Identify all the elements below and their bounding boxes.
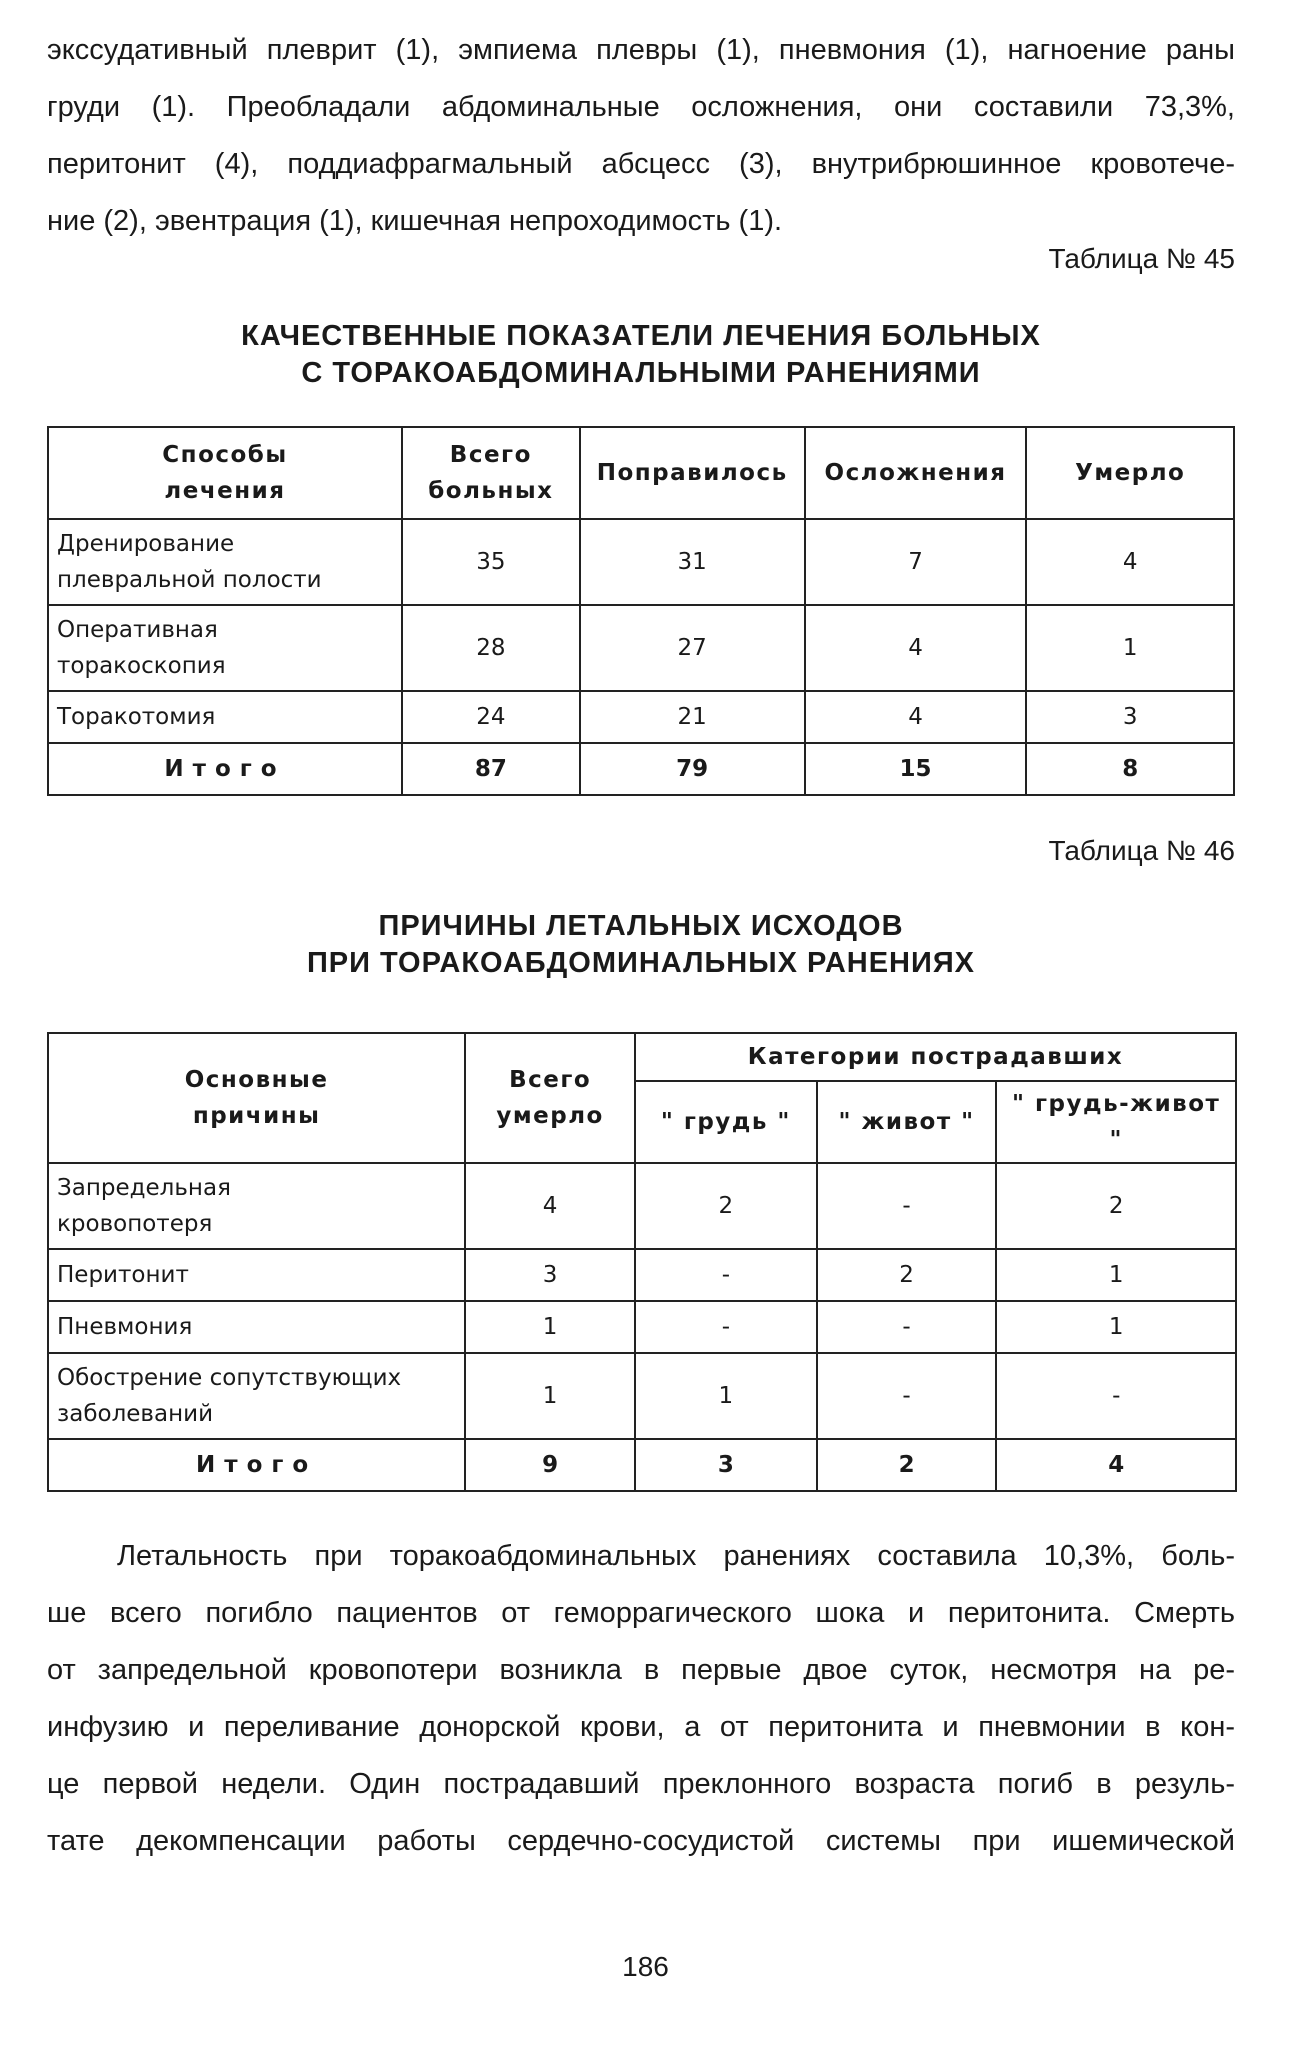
table-45-label: Таблица № 45 <box>1048 243 1235 274</box>
cell-total: 24 <box>402 691 580 743</box>
text-line: от запредельной кровопотери возникла в первые двое суток, несмотря на ре- <box>47 1654 1235 1686</box>
cell-chest-abdomen: 4 <box>996 1439 1236 1491</box>
cell-chest: 2 <box>635 1163 817 1249</box>
header-categories: Категории пострадавших <box>635 1033 1236 1081</box>
death-causes-table <box>47 1032 1237 1492</box>
cell-recovered: 31 <box>580 519 805 605</box>
text-line: экссудативный плеврит (1), эмпиема плевры (1), пневмония (1), нагноение раны <box>47 34 1235 66</box>
cell-abdomen: - <box>817 1301 997 1353</box>
text-line: груди (1). Преобладали абдоминальные осложнения, они составили 73,3%, <box>47 91 1235 123</box>
header-abdomen: " живот " <box>817 1081 997 1163</box>
cell-abdomen: - <box>817 1163 997 1249</box>
header-died: Умерло <box>1026 427 1234 519</box>
table-45-title <box>47 318 1235 392</box>
table-row <box>48 1163 1236 1249</box>
cell-complications: 4 <box>805 691 1027 743</box>
text-line: инфузию и переливание донорской крови, а от перитонита и пневмонии в кон- <box>47 1711 1235 1743</box>
cell-total: 35 <box>402 519 580 605</box>
text-line: Летальность при торакоабдоминальных ранениях составила 10,3%, боль- <box>117 1540 1235 1572</box>
header-chest: " грудь " <box>635 1081 817 1163</box>
table-46-title-line: ПРИ ТОРАКОАБДОМИНАЛЬНЫХ РАНЕНИЯХ <box>306 947 976 979</box>
cell-total: 4 <box>465 1163 635 1249</box>
cell-complications: 7 <box>805 519 1027 605</box>
cell-chest-abdomen: 1 <box>996 1249 1236 1301</box>
table-row <box>48 691 1234 743</box>
row-label: Перитонит <box>48 1249 465 1301</box>
table-total-row <box>48 743 1234 795</box>
header-total: Всего больных <box>402 427 580 519</box>
row-label: Пневмония <box>48 1301 465 1353</box>
cell-total: 1 <box>465 1301 635 1353</box>
cell-recovered: 79 <box>580 743 805 795</box>
treatment-results-table <box>47 426 1235 796</box>
cell-chest: 3 <box>635 1439 817 1491</box>
table-header-row <box>48 1033 1236 1081</box>
header-total: Всего умерло <box>465 1033 635 1163</box>
header-chest-abdomen: " грудь-живот " <box>996 1081 1236 1163</box>
row-label: Оперативная торакоскопия <box>48 605 402 691</box>
row-label: Обострение сопутствующих заболеваний <box>48 1353 465 1439</box>
table-45-title-line: КАЧЕСТВЕННЫЕ ПОКАЗАТЕЛИ ЛЕЧЕНИЯ БОЛЬНЫХ <box>241 320 1041 352</box>
header-recovered: Поправилось <box>580 427 805 519</box>
total-label: Итого <box>48 743 402 795</box>
cell-complications: 4 <box>805 605 1027 691</box>
total-label: Итого <box>48 1439 465 1491</box>
header-complications: Осложнения <box>805 427 1027 519</box>
cell-chest-abdomen: 2 <box>996 1163 1236 1249</box>
table-46-title <box>47 908 1235 982</box>
table-row <box>48 519 1234 605</box>
table-46-label: Таблица № 46 <box>1048 835 1235 866</box>
cell-abdomen: 2 <box>817 1249 997 1301</box>
cell-abdomen: - <box>817 1353 997 1439</box>
cell-recovered: 27 <box>580 605 805 691</box>
intro-paragraph <box>47 22 1235 250</box>
table-row <box>48 1353 1236 1439</box>
cell-chest: - <box>635 1249 817 1301</box>
cell-total: 87 <box>402 743 580 795</box>
cell-chest-abdomen: - <box>996 1353 1236 1439</box>
cell-chest: - <box>635 1301 817 1353</box>
cell-total: 28 <box>402 605 580 691</box>
cell-abdomen: 2 <box>817 1439 997 1491</box>
table-45-title-line: С ТОРАКОАБДОМИНАЛЬНЫМИ РАНЕНИЯМИ <box>301 357 981 389</box>
text-line: ше всего погибло пациентов от геморрагического шока и перитонита. Смерть <box>47 1597 1235 1629</box>
row-label: Запредельная кровопотеря <box>48 1163 465 1249</box>
text-line: це первой недели. Один пострадавший преклонного возраста погиб в резуль- <box>47 1768 1235 1800</box>
header-cause: Основные причины <box>48 1033 465 1163</box>
header-method: Способы лечения <box>48 427 402 519</box>
cell-died: 1 <box>1026 605 1234 691</box>
text-line: ние (2), эвентрация (1), кишечная непроходимость (1). <box>47 205 783 237</box>
row-label: Дренирование плевральной полости <box>48 519 402 605</box>
table-total-row <box>48 1439 1236 1491</box>
cell-total: 9 <box>465 1439 635 1491</box>
text-line: тате декомпенсации работы сердечно-сосудистой системы при ишемической <box>47 1825 1235 1857</box>
table-header-row <box>48 427 1234 519</box>
cell-died: 8 <box>1026 743 1234 795</box>
cell-died: 3 <box>1026 691 1234 743</box>
cell-total: 1 <box>465 1353 635 1439</box>
cell-complications: 15 <box>805 743 1027 795</box>
table-row <box>48 605 1234 691</box>
cell-chest: 1 <box>635 1353 817 1439</box>
cell-chest-abdomen: 1 <box>996 1301 1236 1353</box>
page-number: 186 <box>622 1951 669 1982</box>
table-46-title-line: ПРИЧИНЫ ЛЕТАЛЬНЫХ ИСХОДОВ <box>378 910 904 942</box>
cell-recovered: 21 <box>580 691 805 743</box>
closing-paragraph <box>47 1528 1235 1870</box>
table-row <box>48 1249 1236 1301</box>
table-row <box>48 1301 1236 1353</box>
row-label: Торакотомия <box>48 691 402 743</box>
text-line: перитонит (4), поддиафрагмальный абсцесс (3), внутрибрюшинное кровотече- <box>47 148 1235 180</box>
cell-total: 3 <box>465 1249 635 1301</box>
cell-died: 4 <box>1026 519 1234 605</box>
